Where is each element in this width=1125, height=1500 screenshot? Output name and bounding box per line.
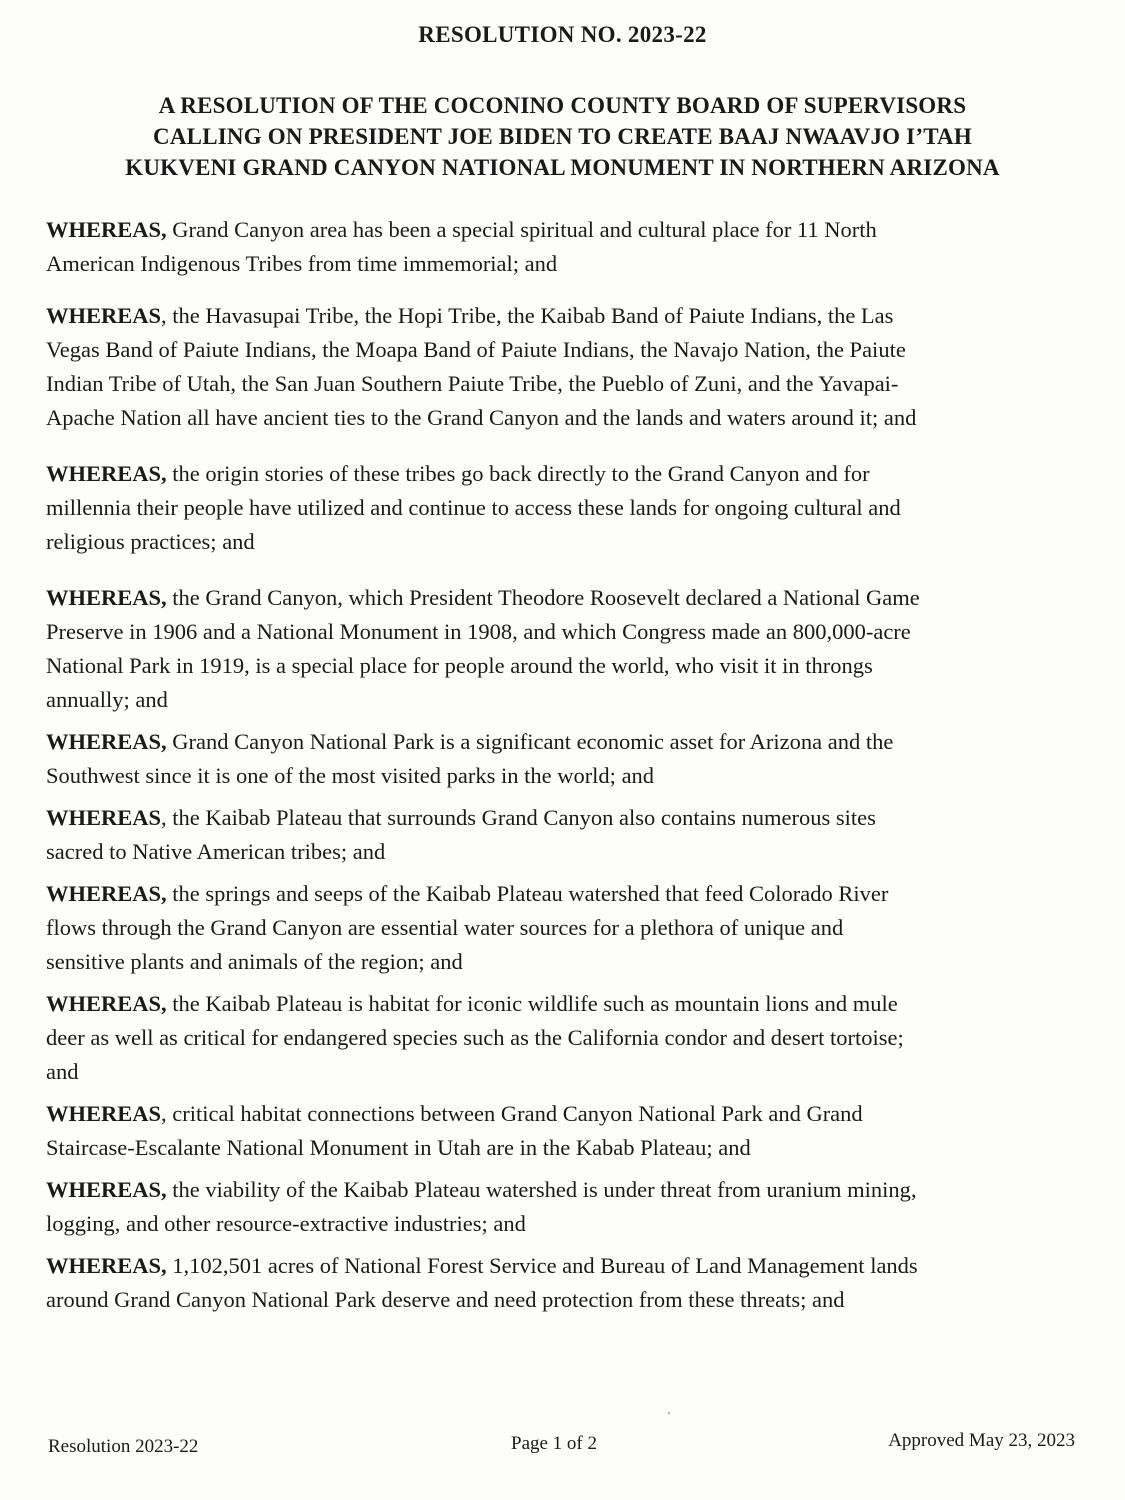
whereas-clause [46, 581, 1076, 717]
clause-line [46, 299, 1076, 333]
clause-text: Staircase-Escalante National Monument in Utah are in the Kabab Plateau; and [46, 1135, 751, 1160]
whereas-keyword: WHEREAS [46, 1101, 162, 1126]
clause-line [46, 835, 1076, 869]
whereas-keyword: WHEREAS, [46, 881, 167, 906]
clause-text: sacred to Native American tribes; and [46, 839, 386, 864]
whereas-keyword: WHEREAS, [46, 1177, 167, 1202]
scan-speck [668, 1412, 670, 1414]
clause-line [46, 491, 1076, 525]
footer-resolution-id: Resolution 2023-22 [48, 1436, 199, 1457]
clause-line [46, 1131, 1076, 1165]
clause-text: National Park in 1919, is a special place for people around the world, who visit it in throngs [46, 653, 873, 678]
clause-line [46, 213, 1076, 247]
clause-line [46, 615, 1076, 649]
clause-text: the origin stories of these tribes go back directly to the Grand Canyon and for [166, 461, 870, 486]
whereas-keyword: WHEREAS, [46, 585, 167, 610]
clause-text: Indian Tribe of Utah, the San Juan Southern Paiute Tribe, the Pueblo of Zuni, and the Yavapai- [46, 371, 899, 396]
clause-line [46, 911, 1076, 945]
whereas-clause [46, 213, 1076, 281]
clause-line [46, 1021, 1076, 1055]
clause-text: logging, and other resource-extractive industries; and [46, 1211, 526, 1236]
clause-line [46, 1283, 1076, 1317]
clause-text: , the Havasupai Tribe, the Hopi Tribe, the Kaibab Band of Paiute Indians, the Las [161, 303, 894, 328]
clause-text: the viability of the Kaibab Plateau watershed is under threat from uranium mining, [166, 1177, 917, 1202]
clause-line [46, 367, 1076, 401]
clause-text: Southwest since it is one of the most visited parks in the world; and [46, 763, 655, 788]
clause-text: Grand Canyon area has been a special spiritual and cultural place for 11 North [166, 217, 877, 242]
title-line: CALLING ON PRESIDENT JOE BIDEN TO CREATE BAAJ NWAAVJO I’TAH [153, 124, 972, 149]
clause-text: millennia their people have utilized and continue to access these lands for ongoing cultural and [46, 495, 901, 520]
whereas-clause [46, 1249, 1076, 1317]
clause-text: Preserve in 1906 and a National Monument in 1908, and which Congress made an 800,000-acre [46, 619, 911, 644]
whereas-clause [46, 1097, 1076, 1165]
clause-line [46, 945, 1076, 979]
clause-line [46, 333, 1076, 367]
clause-line [46, 1207, 1076, 1241]
clause-line [46, 401, 1076, 435]
clause-text: deer as well as critical for endangered species such as the California condor and desert tortoise; [46, 1025, 904, 1050]
whereas-keyword: WHEREAS, [46, 1253, 167, 1278]
clause-text: annually; and [46, 687, 168, 712]
clause-text: the springs and seeps of the Kaibab Plateau watershed that feed Colorado River [166, 881, 889, 906]
resolution-number: RESOLUTION NO. 2023-22 [418, 22, 707, 47]
clause-line [46, 649, 1076, 683]
clause-line [46, 581, 1076, 615]
clause-line [46, 725, 1076, 759]
whereas-clause [46, 299, 1076, 435]
clause-line [46, 525, 1076, 559]
whereas-clause [46, 801, 1076, 869]
clause-line [46, 247, 1076, 281]
clause-line [46, 1055, 1076, 1089]
title-line: KUKVENI GRAND CANYON NATIONAL MONUMENT IN NORTHERN ARIZONA [125, 155, 1000, 180]
clause-text: 1,102,501 acres of National Forest Service and Bureau of Land Management lands [166, 1253, 918, 1278]
clause-line [46, 877, 1076, 911]
title-line: A RESOLUTION OF THE COCONINO COUNTY BOARD OF SUPERVISORS [158, 93, 967, 118]
clause-text: around Grand Canyon National Park deserve and need protection from these threats; and [46, 1287, 845, 1312]
clause-text: flows through the Grand Canyon are essential water sources for a plethora of unique and [46, 915, 844, 940]
resolution-title [40, 90, 1085, 183]
clause-text: sensitive plants and animals of the region; and [46, 949, 463, 974]
clause-text: Vegas Band of Paiute Indians, the Moapa Band of Paiute Indians, the Navajo Nation, the Paiute [46, 337, 906, 362]
clause-line [46, 457, 1076, 491]
footer-approval-date: Approved May 23, 2023 [888, 1430, 1075, 1451]
clause-text: and [46, 1059, 79, 1084]
whereas-clause [46, 1173, 1076, 1241]
clause-line [46, 759, 1076, 793]
clause-line [46, 1097, 1076, 1131]
clause-line [46, 801, 1076, 835]
whereas-clause [46, 987, 1076, 1089]
clause-text: , the Kaibab Plateau that surrounds Grand Canyon also contains numerous sites [161, 805, 876, 830]
clause-text: American Indigenous Tribes from time immemorial; and [46, 251, 558, 276]
clause-line [46, 1249, 1076, 1283]
whereas-clause [46, 725, 1076, 793]
whereas-clause [46, 877, 1076, 979]
clause-text: the Kaibab Plateau is habitat for iconic wildlife such as mountain lions and mule [166, 991, 898, 1016]
footer-page-number: Page 1 of 2 [511, 1433, 598, 1454]
whereas-keyword: WHEREAS, [46, 991, 167, 1016]
clause-line [46, 1173, 1076, 1207]
clause-line [46, 987, 1076, 1021]
whereas-keyword: WHEREAS, [46, 217, 167, 242]
whereas-keyword: WHEREAS, [46, 729, 167, 754]
whereas-keyword: WHEREAS, [46, 461, 167, 486]
clause-text: the Grand Canyon, which President Theodore Roosevelt declared a National Game [166, 585, 920, 610]
whereas-clause [46, 457, 1076, 559]
clause-text: Apache Nation all have ancient ties to the Grand Canyon and the lands and waters around it; and [46, 405, 917, 430]
clause-text: religious practices; and [46, 529, 255, 554]
whereas-keyword: WHEREAS [46, 805, 162, 830]
clause-text: Grand Canyon National Park is a significant economic asset for Arizona and the [166, 729, 894, 754]
clause-text: , critical habitat connections between Grand Canyon National Park and Grand [161, 1101, 863, 1126]
whereas-keyword: WHEREAS [46, 303, 162, 328]
clause-line [46, 683, 1076, 717]
whereas-clauses [46, 205, 1076, 1317]
